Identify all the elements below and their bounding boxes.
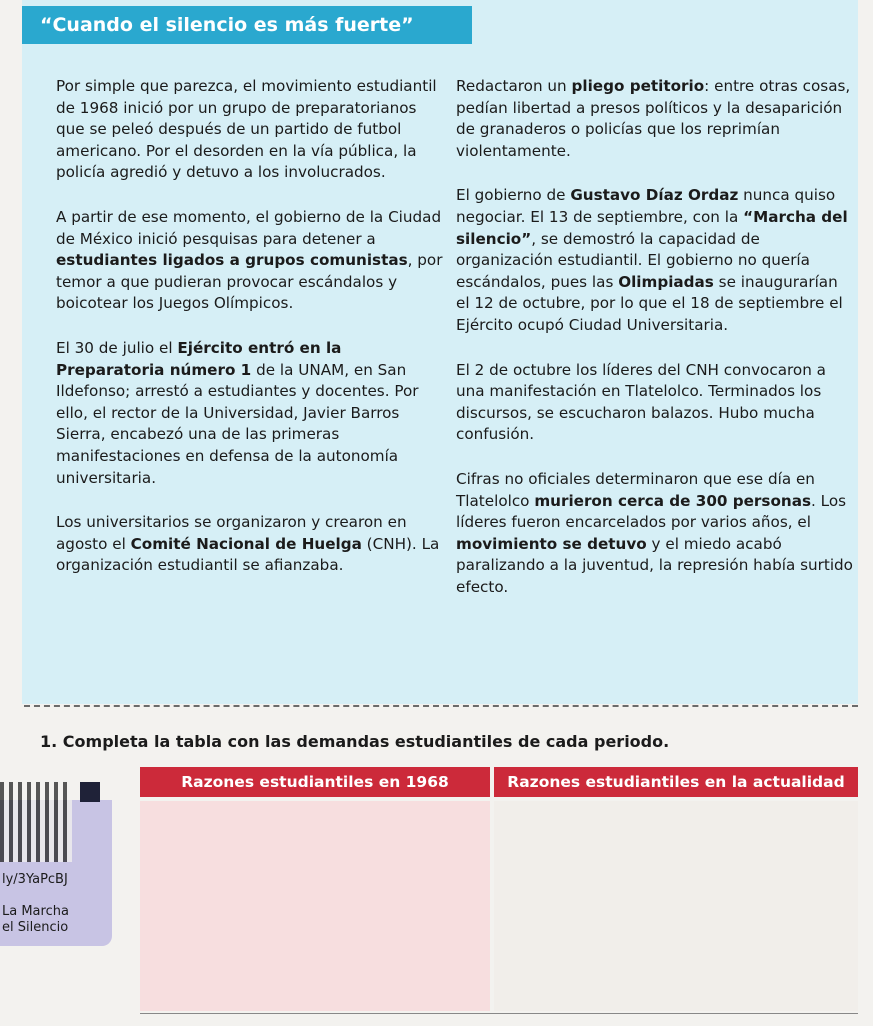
resource-label: La Marcha el Silencio	[2, 904, 69, 935]
activity-table	[140, 767, 858, 1019]
table-cell-1968[interactable]	[140, 801, 490, 1011]
paragraph: Redactaron un pliego petitorio: entre otras cosas, pedían libertad a presos políticos y la desaparición de granaderos o policías que los reprimían violentamente.	[456, 77, 851, 160]
paragraph: Los universitarios se organizaron y crearon en agosto el Comité Nacional de Huelga (CNH). La organización estudiantil se afianzaba.	[56, 513, 440, 575]
left-column	[56, 76, 446, 600]
paragraph: El 2 de octubre los líderes del CNH convocaron a una manifestación en Tlatelolco. Terminados los discursos, se escucharon balazos. Hubo mucha confusión.	[456, 360, 826, 444]
qr-marker	[80, 782, 100, 802]
activity-instruction: 1. Completa la tabla con las demandas estudiantiles de cada periodo.	[40, 732, 670, 751]
table-header-1968: Razones estudiantiles en 1968	[140, 767, 490, 797]
paragraph: El 30 de julio el Ejército entró en la Preparatoria número 1 de la UNAM, en San Ildefonso; arrestó a estudiantes y docentes. Por ello, el rector de la Universidad, Javier Barros Sierra, encabezó una de las primeras manifestaciones en defensa de la autonomía universitaria.	[56, 338, 419, 487]
paragraph: Por simple que parezca, el movimiento estudiantil de 1968 inició por un grupo de preparatorianos que se peleó después de un partido de futbol americano. Por el desorden en la vía pública, la policía agredió y detuvo a los involucrados.	[56, 77, 437, 182]
right-column	[456, 76, 856, 621]
table-bottom-rule	[140, 1013, 858, 1014]
table-header-actualidad: Razones estudiantiles en la actualidad	[494, 767, 858, 797]
resource-link[interactable]: ly/3YaPcBJ	[2, 872, 68, 887]
table-cell-actualidad[interactable]	[494, 801, 858, 1011]
paragraph: El gobierno de Gustavo Díaz Ordaz nunca quiso negociar. El 13 de septiembre, con la “Marcha del silencio”, se demostró la capacidad de organización estudiantil. El gobierno no quería escándalos, pues las Olimpiadas se inaugurarían el 12 de octubre, por lo que el 18 de septiembre el Ejército ocupó Ciudad Universitaria.	[456, 186, 848, 334]
divider	[24, 705, 858, 707]
paragraph: A partir de ese momento, el gobierno de la Ciudad de México inició pesquisas para detener a estudiantes ligados a grupos comunistas, por temor a que pudieran provocar escándalos y boicotear los Juegos Olímpicos.	[56, 207, 443, 313]
paragraph: Cifras no oficiales determinaron que ese día en Tlatelolco murieron cerca de 300 personas. Los líderes fueron encarcelados por varios años, el movimiento se detuvo y el miedo acabó paralizando a la juventud, la represión había surtido efecto.	[456, 469, 853, 596]
section-title: “Cuando el silencio es más fuerte”	[22, 6, 472, 44]
qr-code-icon[interactable]	[0, 782, 72, 862]
